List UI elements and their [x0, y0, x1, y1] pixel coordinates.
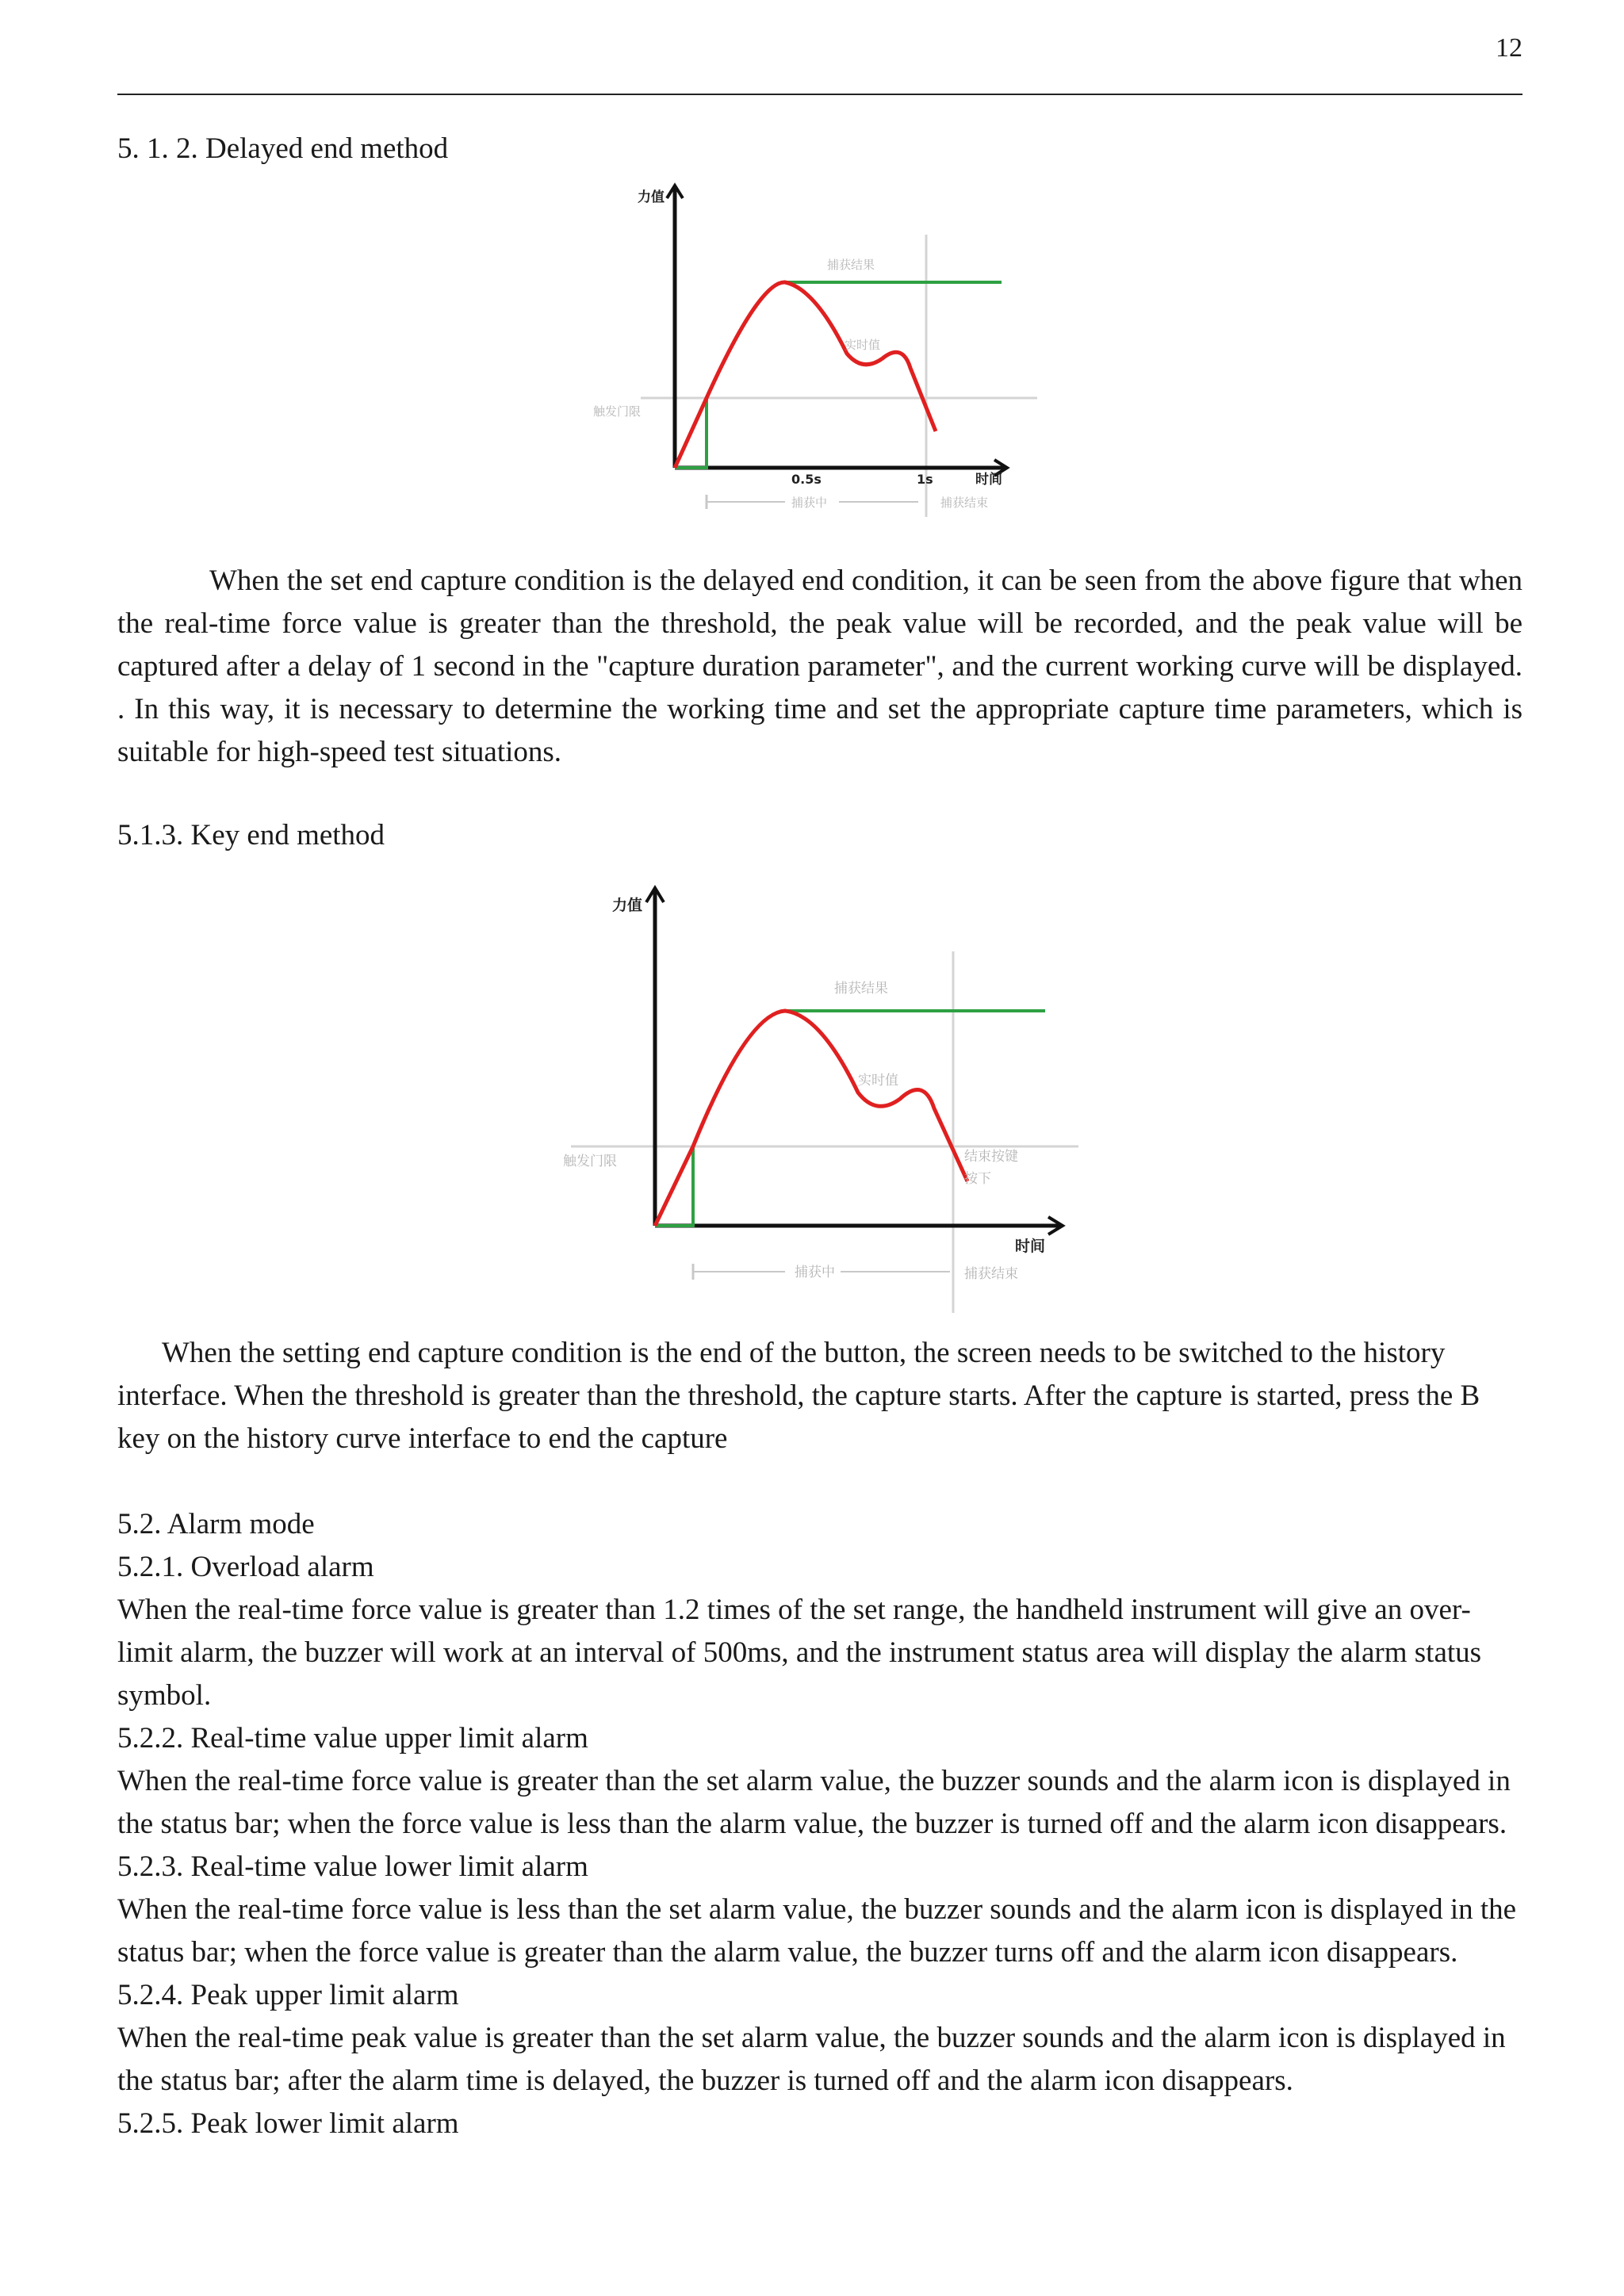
alarm-item-body: When the real-time peak value is greater than the set alarm value, the buzzer sounds and the alarm icon is displayed in the status bar; after the alarm time is delayed, the buzzer is turned off and the alarm icon disappears. [117, 2022, 1506, 2097]
y-axis-label: 力值 [612, 897, 643, 914]
capture-result-label: 捕获结果 [834, 981, 888, 997]
alarm-item-title: 5.2.3. Real-time value lower limit alarm [117, 1850, 588, 1883]
capturing-label: 捕获中 [795, 1265, 835, 1280]
x-axis-label: 时间 [975, 472, 1002, 488]
capturing-label: 捕获中 [791, 496, 828, 510]
page-number: 12 [1496, 33, 1522, 63]
capture-result-label: 捕获结果 [827, 258, 875, 272]
alarm-item-body: When the real-time force value is greater than the set alarm value, the buzzer sounds and the alarm icon is displayed in the status bar; when the force value is less than the alarm value, the buzzer is turned off and the alarm icon disappears. [117, 1765, 1511, 1840]
alarm-item-title: 5.2.1. Overload alarm [117, 1551, 374, 1583]
trigger-threshold-label: 触发门限 [563, 1154, 617, 1169]
end-key-label-line1: 结束按键 [964, 1149, 1018, 1165]
alarm-item-body: When the real-time force value is greater than 1.2 times of the set range, the handheld instrument will give an over-limit alarm, the buzzer will work at an interval of 500ms, and the instrument status area will display the alarm status symbol. [117, 1594, 1482, 1712]
section-heading-5-1-2: 5. 1. 2. Delayed end method [117, 132, 449, 165]
alarm-item-title: 5.2.4. Peak upper limit alarm [117, 1979, 459, 2011]
section-heading-5-2: 5.2. Alarm mode [117, 1508, 315, 1540]
capture-end-label: 捕获结束 [940, 496, 989, 510]
section-heading-5-1-3: 5.1.3. Key end method [117, 819, 385, 851]
key-end-figure [547, 878, 1086, 1322]
key-end-paragraph: When the setting end capture condition is the end of the button, the screen needs to be switched to the history interface. When the threshold is greater than the threshold, the capture starts. After the capture is started, press the B key on the history curve interface to end the capture [117, 1337, 1480, 1455]
tick-05s: 0.5s [791, 472, 822, 487]
alarm-item-body: When the real-time force value is less than the set alarm value, the buzzer sounds and the alarm icon is displayed in the status bar; when the force value is greater than the alarm value, the buzzer turns off and the alarm icon disappears. [117, 1893, 1517, 1969]
delayed-end-paragraph: When the set end capture condition is the delayed end condition, it can be seen from the above figure that when the real-time force value is greater than the threshold, the peak value will be recorded, and the peak value will be captured after a delay of 1 second in the "capture duration parameter", and the current working curve will be displayed. . In this way, it is necessary to determine the working time and set the appropriate capture time parameters, which is suitable for high-speed test situations. [117, 564, 1522, 768]
realtime-value-label: 实时值 [858, 1073, 898, 1089]
delayed-end-figure [577, 178, 1063, 526]
alarm-item-title: 5.2.2. Real-time value upper limit alarm [117, 1722, 588, 1755]
y-axis-label: 力值 [638, 189, 665, 205]
alarm-item-title: 5.2.5. Peak lower limit alarm [117, 2107, 459, 2140]
alarm-mode-section [117, 1503, 1522, 2145]
end-key-label-line2: 按下 [964, 1171, 991, 1187]
x-axis-label: 时间 [1015, 1238, 1046, 1255]
trigger-threshold-label: 触发门限 [593, 404, 642, 419]
capture-end-label: 捕获结束 [964, 1266, 1018, 1282]
tick-1s: 1s [917, 472, 933, 487]
realtime-value-label: 实时值 [845, 338, 881, 352]
header-rule [117, 94, 1522, 95]
